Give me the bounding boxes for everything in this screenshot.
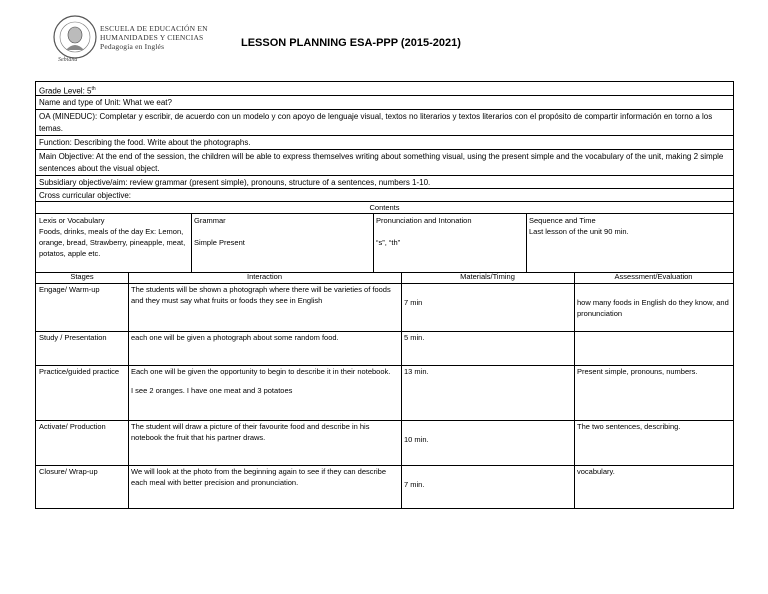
- interaction-engage: The students will be shown a photograph where there will be varieties of foods and they must say what fruits or foods they see in English: [131, 285, 391, 305]
- university-seal-logo: [52, 14, 98, 60]
- stage-engage: Engage/ Warm-up: [39, 285, 100, 294]
- interaction-practice: [128, 365, 401, 420]
- timing-closure: 7 min.: [404, 480, 425, 489]
- lexis-title: Lexis or Vocabulary: [39, 216, 105, 225]
- stage-study: Study / Presentation: [39, 333, 107, 342]
- grade-level: Grade Level: 5: [39, 86, 92, 96]
- interaction-activate: The student will draw a picture of their favourite food and describe in his notebook the fruit that his partner draws.: [131, 422, 370, 442]
- grammar-cell: [191, 214, 373, 272]
- lexis-body: Foods, drinks, meals of the day Ex: Lemon, orange, bread, Strawberry, pineapple, meat, potatos, apple etc.: [39, 227, 186, 258]
- stages-header: Stages: [70, 272, 94, 281]
- interaction-practice-text: Each one will be given the opportunity to begin to describe it in their notebook.: [131, 367, 391, 376]
- timing-practice: 13 min.: [404, 367, 429, 376]
- school-name-line2: HUMANIDADES Y CIENCIAS: [100, 33, 204, 42]
- school-name-line3: Pedagogía en Inglés: [100, 42, 165, 51]
- timing-activate: 10 min.: [404, 435, 429, 444]
- lexis-cell: [36, 214, 191, 272]
- subsidiary-objective-row: Subsidiary objective/aim: review grammar (present simple), pronouns, structure of a sentences, numbers 1-10.: [36, 176, 733, 189]
- document-title: LESSON PLANNING ESA-PPP (2015-2021): [241, 37, 461, 49]
- contents-heading: Contents: [36, 202, 733, 214]
- pronunciation-title: Pronunciation and Intonation: [376, 216, 472, 225]
- logo-caption: Sebiana: [58, 57, 78, 63]
- interaction-study: each one will be given a photograph about some random food.: [131, 333, 339, 342]
- timing-engage: 7 min: [404, 298, 423, 307]
- grammar-title: Grammar: [194, 216, 226, 225]
- interaction-header: Interaction: [246, 272, 283, 281]
- stage-practice: Practice/guided practice: [39, 367, 120, 376]
- sequence-title: Sequence and Time: [529, 216, 596, 225]
- assessment-engage: how many foods in English do they know, and pronunciation: [577, 298, 729, 318]
- assessment-activate: The two sentences, describing.: [577, 422, 681, 431]
- assessment-closure: vocabulary.: [577, 467, 615, 476]
- grade-level-row: [36, 82, 733, 96]
- interaction-practice-example: I see 2 oranges. I have one meat and 3 potatoes: [131, 386, 293, 395]
- stage-activate: Activate/ Production: [39, 422, 106, 431]
- sequence-body: Last lesson of the unit 90 min.: [529, 227, 629, 236]
- assessment-header: Assessment/Evaluation: [614, 272, 693, 281]
- stage-closure: Closure/ Wrap-up: [39, 467, 98, 476]
- timing-header: Materials/Timing: [460, 272, 515, 281]
- assessment-study: [574, 331, 733, 365]
- pronunciation-cell: [373, 214, 526, 272]
- grade-level-suffix: th: [91, 86, 96, 92]
- function-row: Function: Describing the food. Write about the photographs.: [36, 136, 733, 150]
- sequence-cell: [526, 214, 733, 272]
- unit-row: Name and type of Unit: What we eat?: [36, 96, 733, 110]
- timing-study: 5 min.: [404, 333, 425, 342]
- cross-curricular-row: Cross curricular objective:: [36, 189, 733, 202]
- grammar-body: Simple Present: [194, 238, 245, 247]
- assessment-practice: Present simple, pronouns, numbers.: [577, 367, 698, 376]
- pronunciation-body: “s”, “th”: [376, 238, 401, 247]
- main-objective-row: Main Objective: At the end of the session, the children will be able to express themselves writing about something visual, using the present simple and the vocabulary of the unit, making 2 simple sentences about the visual object.: [36, 150, 733, 176]
- school-name-line1: ESCUELA DE EDUCACIÓN EN: [100, 24, 208, 33]
- lesson-plan-table: [35, 81, 734, 509]
- oa-row: OA (MINEDUC): Completar y escribir, de acuerdo con un modelo y con apoyo de lenguaje visual, textos no literarios y textos literarios con el propósito de compartir información en torno a los temas.: [36, 110, 733, 136]
- interaction-closure: We will look at the photo from the beginning again to see if they can describe each meal with better precision and pronunciation.: [131, 467, 387, 487]
- school-name: [100, 24, 208, 51]
